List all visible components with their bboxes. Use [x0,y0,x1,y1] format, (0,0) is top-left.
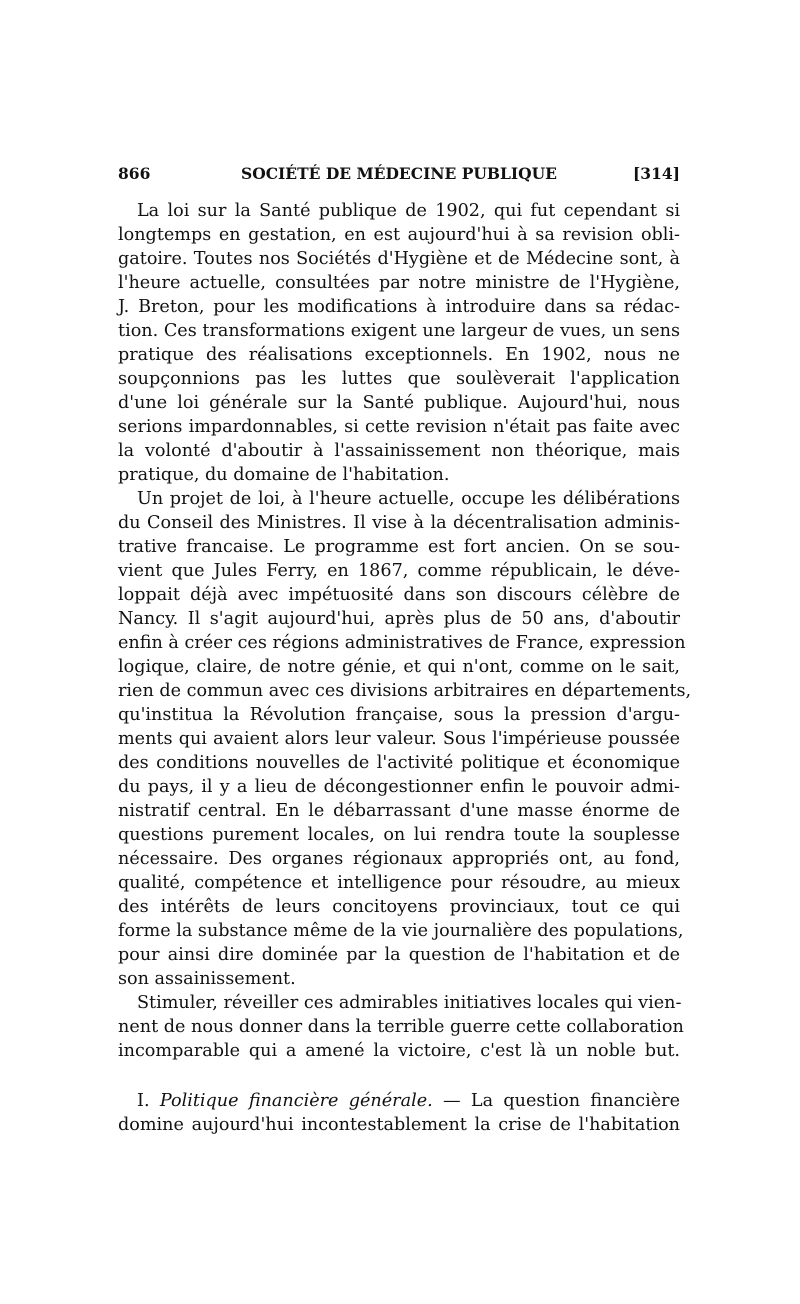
text-line: ments qui avaient alors leur valeur. Sous l'impérieuse poussée [118,729,680,749]
text-line: pratique, du domaine de l'habitation. [118,465,450,485]
text-line: vient que Jules Ferry, en 1867, comme républicain, le déve- [118,561,680,581]
text-line: du Conseil des Ministres. Il vise à la décentralisation adminis- [118,513,680,533]
text-line: la volonté d'aboutir à l'assainissement non théorique, mais [118,441,680,461]
text-line: enfin à créer ces régions administratives de France, expression [118,633,686,653]
text-line: pour ainsi dire dominée par la question de l'habitation et de [118,945,680,965]
text-line: rien de commun avec ces divisions arbitraires en départements, [118,681,692,701]
page-number: 866 [118,164,151,183]
text-line: nécessaire. Des organes régionaux appropriés ont, au fond, [118,849,680,869]
text-line: logique, claire, de notre génie, et qui n'ont, comme on le sait, [118,657,680,677]
text-line: domine aujourd'hui incontestablement la crise de l'habitation [118,1115,680,1135]
text-line: incomparable qui a amené la victoire, c'est là un noble but. [118,1041,680,1061]
text-line: des conditions nouvelles de l'activité politique et économique [118,753,680,773]
text-line: serions impardonnables, si cette revision n'était pas faite avec [118,417,680,437]
text-line: forme la substance même de la vie journalière des populations, [118,921,684,941]
text-line: d'une loi générale sur la Santé publique. Aujourd'hui, nous [118,393,680,413]
running-title: SOCIÉTÉ DE MÉDECINE PUBLIQUE [241,164,557,183]
text-line: son assainissement. [118,969,296,989]
text-line: J. Breton, pour les modifications à introduire dans sa rédac- [118,297,680,317]
section-number: [314] [632,164,680,183]
section-numeral: I. [137,1091,150,1111]
text-line: questions purement locales, on lui rendra toute la souplesse [118,825,680,845]
text-line: qu'institua la Révolution française, sous la pression d'argu- [118,705,680,725]
text-line: La loi sur la Santé publique de 1902, qui fut cependant si [137,201,680,221]
text-line: Nancy. Il s'agit aujourd'hui, après plus de 50 ans, d'aboutir [118,609,680,629]
text-line: pratique des réalisations exceptionnels. En 1902, nous ne [118,345,680,365]
section-text-first: — La question financière [443,1091,680,1111]
section-heading-line [137,1089,680,1113]
text-line: des intérêts de leurs concitoyens provinciaux, tout ce qui [118,897,680,917]
page-header [118,164,680,188]
section-heading: Politique financière générale. [159,1091,433,1111]
text-line: nistratif central. En le débarrassant d'une masse énorme de [118,801,680,821]
text-line: longtemps en gestation, en est aujourd'hui à sa revision obli- [118,225,680,245]
text-line: nent de nous donner dans la terrible guerre cette collaboration [118,1017,684,1037]
text-line: l'heure actuelle, consultées par notre ministre de l'Hygiène, [118,273,680,293]
text-line: gatoire. Toutes nos Sociétés d'Hygiène et de Médecine sont, à [118,249,680,269]
text-line: soupçonnions pas les luttes que soulèverait l'application [118,369,680,389]
text-line: qualité, compétence et intelligence pour résoudre, au mieux [118,873,680,893]
text-line: loppait déjà avec impétuosité dans son discours célèbre de [118,585,680,605]
text-line: tion. Ces transformations exigent une largeur de vues, un sens [118,321,680,341]
text-line: trative francaise. Le programme est fort ancien. On se sou- [118,537,680,557]
text-line: Stimuler, réveiller ces admirables initiatives locales qui vien- [137,993,682,1013]
text-line: du pays, il y a lieu de décongestionner enfin le pouvoir admi- [118,777,680,797]
text-line: Un projet de loi, à l'heure actuelle, occupe les délibérations [137,489,680,509]
